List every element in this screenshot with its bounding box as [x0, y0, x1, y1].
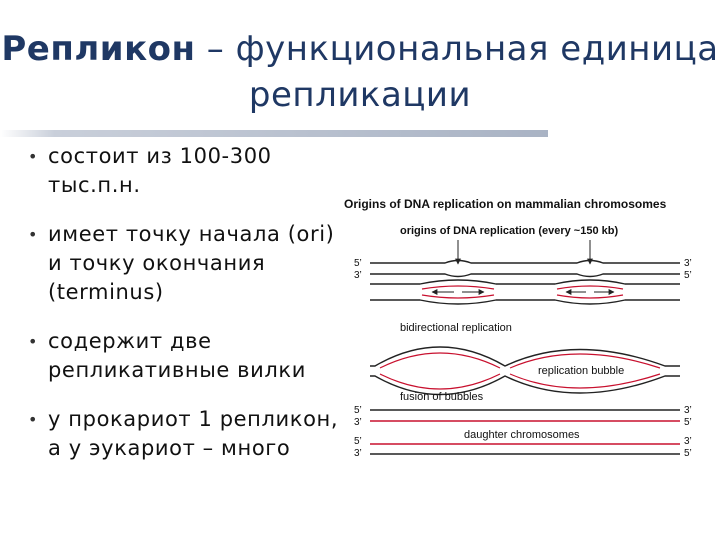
- end-label: 5’: [354, 258, 362, 269]
- bullet-text: содержит две репликативные вилки: [48, 329, 306, 382]
- bullet-text: у прокариот 1 репликон, а у эукариот – много: [48, 407, 339, 460]
- bullet-item: [28, 327, 348, 385]
- end-label: 3’: [684, 258, 692, 269]
- end-label: 3’: [684, 405, 692, 416]
- end-label: 5’: [684, 270, 692, 281]
- end-label: 5’: [354, 436, 362, 447]
- bullet-list: [28, 142, 348, 483]
- end-label: 5’: [354, 405, 362, 416]
- daughter-label: daughter chromosomes: [464, 429, 580, 441]
- end-label: 3’: [354, 417, 362, 428]
- title-bold: Репликон: [1, 29, 196, 69]
- bullet-marker: •: [28, 410, 39, 429]
- bullet-item: [28, 142, 348, 200]
- bullet-marker: •: [28, 225, 39, 244]
- bullet-text: состоит из 100-300 тыс.п.н.: [48, 144, 272, 197]
- bidirectional-label: bidirectional replication: [400, 322, 512, 334]
- origins-label: origins of DNA replication (every ~150 kb): [400, 225, 619, 237]
- bubble-label: replication bubble: [538, 365, 625, 377]
- end-label: 3’: [354, 448, 362, 459]
- slide-title: [0, 26, 720, 118]
- end-label: 3’: [684, 436, 692, 447]
- bullet-marker: •: [28, 147, 39, 166]
- title-divider: [0, 130, 548, 137]
- bullet-item: [28, 220, 348, 307]
- bullet-text: имеет точку начала (ori) и точку окончания (terminus): [48, 222, 335, 304]
- title-rest: – функциональная единица репликации: [195, 29, 719, 115]
- bullet-item: [28, 405, 348, 463]
- end-label: 3’: [354, 270, 362, 281]
- figure-title: Origins of DNA replication on mammalian chromosomes: [344, 197, 667, 211]
- replication-figure: [340, 188, 720, 478]
- bullet-marker: •: [28, 332, 39, 351]
- end-label: 5’: [684, 448, 692, 459]
- end-label: 5’: [684, 417, 692, 428]
- fusion-label: fusion of bubbles: [400, 391, 484, 403]
